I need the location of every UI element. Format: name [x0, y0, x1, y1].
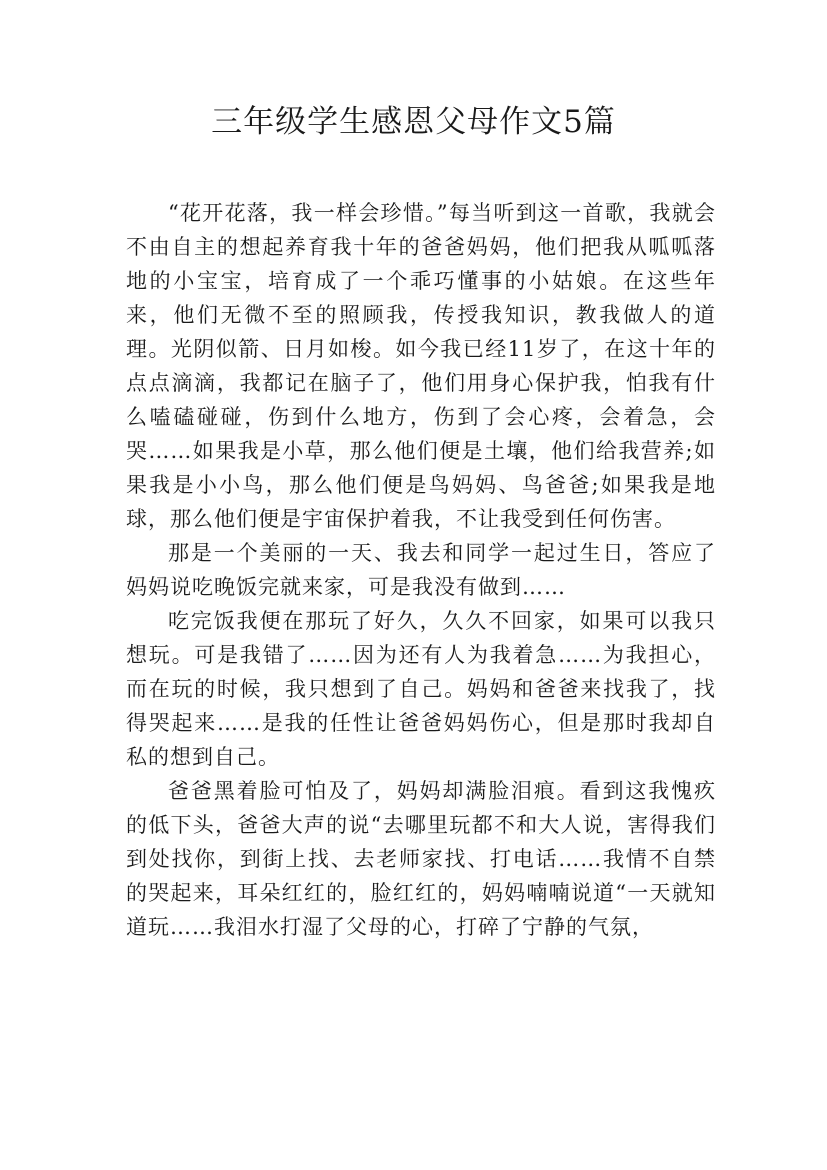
paragraph: 爸爸黑着脸可怕及了，妈妈却满脸泪痕。看到这我愧疚的低下头，爸爸大声的说“去哪里玩都不和大人说，害得我们到处找你，到街上找、去老师家找、打电话……我情不自禁的哭起来，耳朵红红的，脸红红的，妈妈喃喃说道“一天就知道玩……我泪水打湿了父母的心，打碎了宁静的气氛， [126, 779, 716, 939]
document-body [126, 196, 716, 944]
document-title: 三年级学生感恩父母作文5篇 [211, 104, 616, 140]
paragraph: “花开花落，我一样会珍惜。”每当听到这一首歌，我就会不由自主的想起养育我十年的爸爸妈妈，他们把我从呱呱落地的小宝宝，培育成了一个乖巧懂事的小姑娘。在这些年来，他们无微不至的照顾我，传授我知识，教我做人的道理。光阴似箭、日月如梭。如今我已经11岁了，在这十年的点点滴滴，我都记在脑子了，他们用身心保护我，怕我有什么嗑磕碰碰，伤到什么地方，伤到了会心疼，会着急，会哭……如果我是小草，那么他们便是土壤，他们给我营养;如果我是小小鸟，那么他们便是鸟妈妈、鸟爸爸;如果我是地球，那么他们便是宇宙保护着我，不让我受到任何伤害。 [126, 201, 716, 531]
paragraph: 那是一个美丽的一天、我去和同学一起过生日，答应了妈妈说吃晚饭完就来家，可是我没有做到…… [126, 541, 716, 599]
paragraph: 吃完饭我便在那玩了好久，久久不回家，如果可以我只想玩。可是我错了……因为还有人为我着急……为我担心，而在玩的时候，我只想到了自己。妈妈和爸爸来找我了，找得哭起来……是我的任性让爸爸妈妈伤心，但是那时我却自私的想到自己。 [126, 609, 716, 769]
